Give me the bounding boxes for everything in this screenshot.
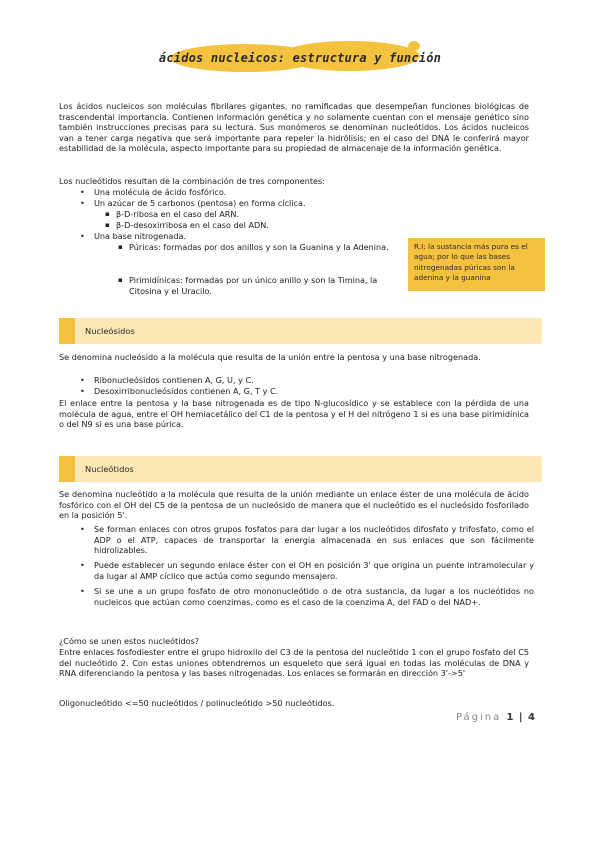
note-box: R.I: la sustancia más pura es el agua; por lo que las bases nitrogenadas púricas son la adenina y la guanina	[408, 238, 545, 291]
list-item: • Desoxirribonucleósidos contienen A, G, T y C.	[94, 386, 494, 397]
section-tab	[59, 318, 75, 344]
page-label: Página	[455, 712, 502, 723]
intro-paragraph: Los ácidos nucleicos son moléculas fibrilares gigantes, no ramificadas que desempeñan funciones biológicas de trascendental importancia. Contienen información genética y no solamente cuentan con el mensaje genético sino también instrucciones precisas para su lectura. Sus monómeros se denominan nucleótidos. Los ácidos nucleicos van a tener carga negativa que será importante para repeler la hidrólisis; en el caso del DNA le conferirá mayor estabilidad de la molécula, aspecto importante para su propiedad de almacenaje de la información genética.	[59, 101, 529, 154]
nucleosides-bond: El enlace entre la pentosa y la base nitrogenada es de tipo N-glucosídico y se establece con la pérdida de una molécula de agua, entre el OH hemiacetálico del C1 de la pentosa y el H del nitrógeno 1 si es una base pirimidínica o del N9 si es una base púrica.	[59, 398, 529, 430]
oligo-note: Oligonucleótido <=50 nucleótidos / polinucleótido >50 nucleótidos.	[59, 698, 335, 708]
components-intro: Los nucleótidos resultan de la combinación de tres componentes:	[59, 176, 325, 186]
list-item: • Puede establecer un segundo enlace éster con el OH en posición 3' que origina un puente intramolecular y da lugar al AMP cíclico que actúa como segundo mensajero.	[94, 560, 534, 581]
page-number: 1 | 4	[506, 712, 536, 723]
list-item: ▪ Púricas: formadas por dos anillos y son la Guanina y la Adenina.	[129, 242, 391, 253]
list-item: • Ribonucleósidos contienen A, G, U, y C.	[94, 375, 494, 386]
union-text: Entre enlaces fosfodiester entre el grupo hidroxilo del C3 de la pentosa del nucleótido 1 con el grupo fosfato del C5 del nucleótido 2. Con estas uniones obtendremos un esqueleto que será igual en todas las moléculas de DNA y RNA diferenciando la pentosa y las bases nitrogenadas. Los enlaces se formarán en dirección 3'->5'	[59, 647, 529, 679]
union-question: ¿Cómo se unen estos nucleótidos?	[59, 636, 200, 646]
section-tab	[59, 456, 75, 482]
list-item: • Si se une a un grupo fosfato de otro mononucleótido o de otra sustancia, da lugar a los nucleótidos no nucleicos que actúan como coenzimas, como es el caso de la coenzima A, del FAD o del NAD+.	[94, 586, 534, 607]
section-header-nucleosides	[59, 318, 542, 344]
list-item: • Una base nitrogenada.	[94, 231, 394, 242]
page-title: ácidos nucleicos: estructura y función	[158, 51, 442, 65]
title-highlight-dot	[408, 41, 420, 51]
nucleotides-definition: Se denomina nucleótido a la molécula que resulta de la unión mediante un enlace éster de una molécula de ácido fosfórico con el OH del C5 de la pentosa de un nucleósido de manera que el nucleótido es el nucleósido fosforilado en la posición 5'.	[59, 489, 529, 521]
list-item: ▪ β-D-desoxirribosa en el caso del ADN.	[116, 220, 396, 231]
title-banner	[0, 38, 600, 74]
list-item: • Un azúcar de 5 carbonos (pentosa) en forma cíclica.	[94, 198, 394, 209]
section-title: Nucleótidos	[85, 464, 134, 474]
page-footer	[456, 712, 536, 723]
section-title: Nucleósidos	[85, 326, 135, 336]
list-item: ▪ Pirimidínicas: formadas por un único anillo y son la Timina, la Citosina y el Uracilo.	[129, 275, 391, 296]
list-item: • Una molécula de ácido fosfórico.	[94, 187, 394, 198]
section-header-nucleotides	[59, 456, 542, 482]
list-item: • Se forman enlaces con otros grupos fosfatos para dar lugar a los nucleótidos difosfato y trifosfato, como el ADP o el ATP, capaces de transportar la energía almacenada en sus enlaces que son fácilmente hidrolizables.	[94, 524, 534, 556]
list-item: ▪ β-D-ribosa en el caso del ARN.	[116, 209, 396, 220]
nucleosides-definition: Se denomina nucleósido a la molécula que resulta de la unión entre la pentosa y una base nitrogenada.	[59, 352, 481, 362]
